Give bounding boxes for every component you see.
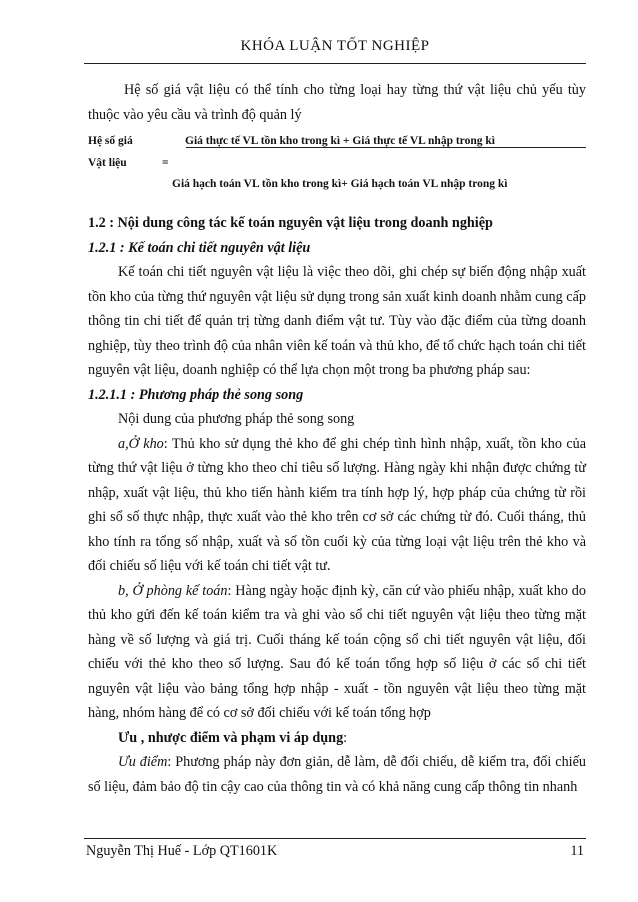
paragraph-at-accounting-dept: [88, 579, 586, 726]
page-body: [88, 78, 586, 799]
section-heading-1-2: 1.2 : Nội dung công tác kế toán nguyên vật liệu trong doanh nghiệp: [88, 215, 493, 231]
at-warehouse-lead: a,Ở kho: [118, 435, 164, 452]
pros-cons-heading: Ưu , nhược điểm và phạm vi áp dụng: [118, 729, 344, 746]
header-divider: [84, 63, 586, 64]
formula-label-line1: Hệ số giá: [88, 135, 133, 147]
formula-numerator: Giá thực tế VL tồn kho trong kì + Giá thực tế VL nhập trong kì: [185, 135, 495, 147]
advantages-text: : Phương pháp này đơn giản, dễ làm, dễ đối chiếu, dễ kiểm tra, đối chiếu số liệu, đảm bảo độ tin cậy cao của thông tin và có khả năng cung cấp thông tin nhanh: [88, 754, 587, 795]
pros-cons-colon: :: [343, 729, 348, 746]
formula-equals: =: [162, 157, 169, 169]
at-warehouse-text: : Thủ kho sử dụng thẻ kho để ghi chép tình hình nhập, xuất, tồn kho của từng thứ vật liệu ở từng kho theo chỉ tiêu số lượng. Hàng ngày khi nhận được chứng từ nhập, xuất vật liệu, thủ kho tiến hành kiểm tra tính hợp lý, hợp pháp của chứng từ rồi ghi sổ số thực nhập, thực xuất vào thẻ kho trên cơ sở các chứng từ đó. Cuối tháng, thủ kho tính ra tổng số nhập, xuất và số tồn cuối kỳ của từng loại vật liệu trên thẻ kho và đối chiếu số liệu với kế toán chi tiết vật tư.: [88, 435, 587, 574]
section-heading-1-2-1: 1.2.1 : Kế toán chi tiết nguyên vật liệu: [88, 239, 311, 256]
page-number: 11: [570, 843, 584, 859]
formula-label-line2: Vật liệu: [88, 157, 127, 169]
paragraph-at-warehouse: [88, 432, 586, 579]
section-heading-1-2-1-1: 1.2.1.1 : Phương pháp thẻ song song: [88, 386, 304, 403]
page-header-title: KHÓA LUẬN TỐT NGHIỆP: [240, 38, 430, 54]
footer-divider: [84, 838, 586, 839]
paragraph-detail-accounting: Kế toán chi tiết nguyên vật liệu là việc theo dõi, ghi chép sự biến động nhập xuất tồn kho của từng thứ nguyên vật liệu sử dụng trong sản xuất kinh doanh nhằm cung cấp thông tin chi tiết để quản trị từng danh điểm vật tư. Tùy vào đặc điểm của từng doanh nghiệp, tùy theo trình độ của nhân viên kế toán và thủ kho, để tổ chức hạch toán chi tiết nguyên vật liệu, doanh nghiệp có thể lựa chọn một trong ba phương pháp sau:: [88, 264, 586, 378]
accounting-dept-text: : Hàng ngày hoặc định kỳ, căn cứ vào phiếu nhập, xuất kho do thủ kho gửi đến kế toán kiểm tra và ghi vào sổ chi tiết nguyên vật liệu theo từng mặt hàng về số lượng và giá trị. Cuối tháng kế toán cộng sổ chi tiết nguyên vật liệu, đối chiếu với thẻ kho theo số lượng. Sau đó kế toán tổng hợp số liệu ở các sổ chi tiết nguyên vật liệu vào bảng tổng hợp nhập - xuất - tồn nguyên vật liệu theo từng mặt hàng, nhóm hàng để có cơ sở đối chiếu với kế toán tổng hợp: [88, 582, 586, 721]
formula-fraction-bar: [186, 147, 586, 148]
paragraph-method-content: Nội dung của phương pháp thẻ song song: [118, 411, 355, 427]
paragraph-pros-cons-heading: [88, 726, 586, 751]
footer-author: Nguyễn Thị Huế - Lớp QT1601K: [86, 843, 278, 859]
paragraph-advantages: [88, 750, 586, 799]
price-coefficient-formula: [88, 127, 586, 203]
formula-denominator: Giá hạch toán VL tồn kho trong kì+ Giá hạch toán VL nhập trong kì: [172, 178, 508, 190]
advantages-lead: Ưu điểm: [118, 754, 168, 770]
intro-paragraph: Hệ số giá vật liệu có thể tính cho từng loại hay từng thứ vật liệu chủ yếu tùy thuộc vào yêu cầu và trình độ quản lý: [88, 82, 586, 123]
accounting-dept-lead: b, Ở phòng kế toán: [118, 582, 228, 599]
